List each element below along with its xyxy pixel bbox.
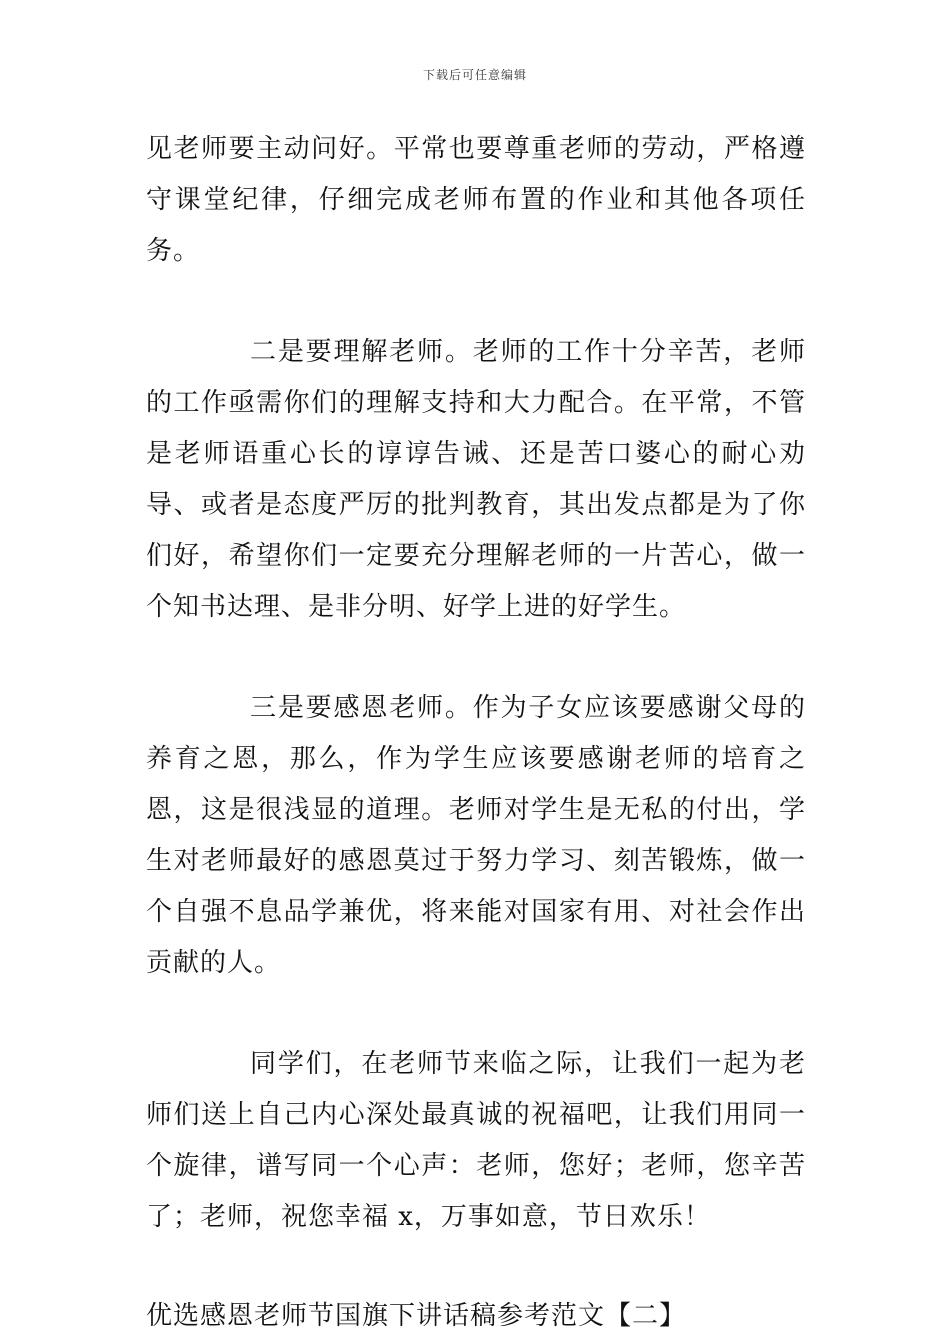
document-body	[146, 124, 806, 1342]
paragraph-blessing: 同学们，在老师节来临之际，让我们一起为老师们送上自己内心深处最真诚的祝福吧，让我们用同一个旋律，谱写同一个心声：老师，您好；老师，您辛苦了；老师，祝您幸福 x，万事如意，节日欢乐！	[146, 1049, 806, 1232]
paragraph-understand-teachers: 二是要理解老师。老师的工作十分辛苦，老师的工作亟需你们的理解支持和大力配合。在平常，不管是老师语重心长的谆谆告诫、还是苦口婆心的耐心劝导、或者是态度严厉的批判教育，其出发点都是为了你们好，希望你们一定要充分理解老师的一片苦心，做一个知书达理、是非分明、好学上进的好学生。	[146, 337, 806, 622]
paragraph-thank-teachers: 三是要感恩老师。作为子女应该要感谢父母的养育之恩，那么，作为学生应该要感谢老师的培育之恩，这是很浅显的道理。老师对学生是无私的付出，学生对老师最好的感恩莫过于努力学习、刻苦锻炼，做一个自强不息品学兼优，将来能对国家有用、对社会作出贡献的人。	[146, 693, 806, 978]
section-heading: 优选感恩老师节国旗下讲话稿参考范文【二】	[146, 1301, 687, 1331]
page-header: 下载后可任意编辑	[422, 68, 527, 82]
paragraph-continuation: 见老师要主动问好。平常也要尊重老师的劳动，严格遵守课堂纪律，仔细完成老师布置的作业和其他各项任务。	[146, 134, 806, 266]
